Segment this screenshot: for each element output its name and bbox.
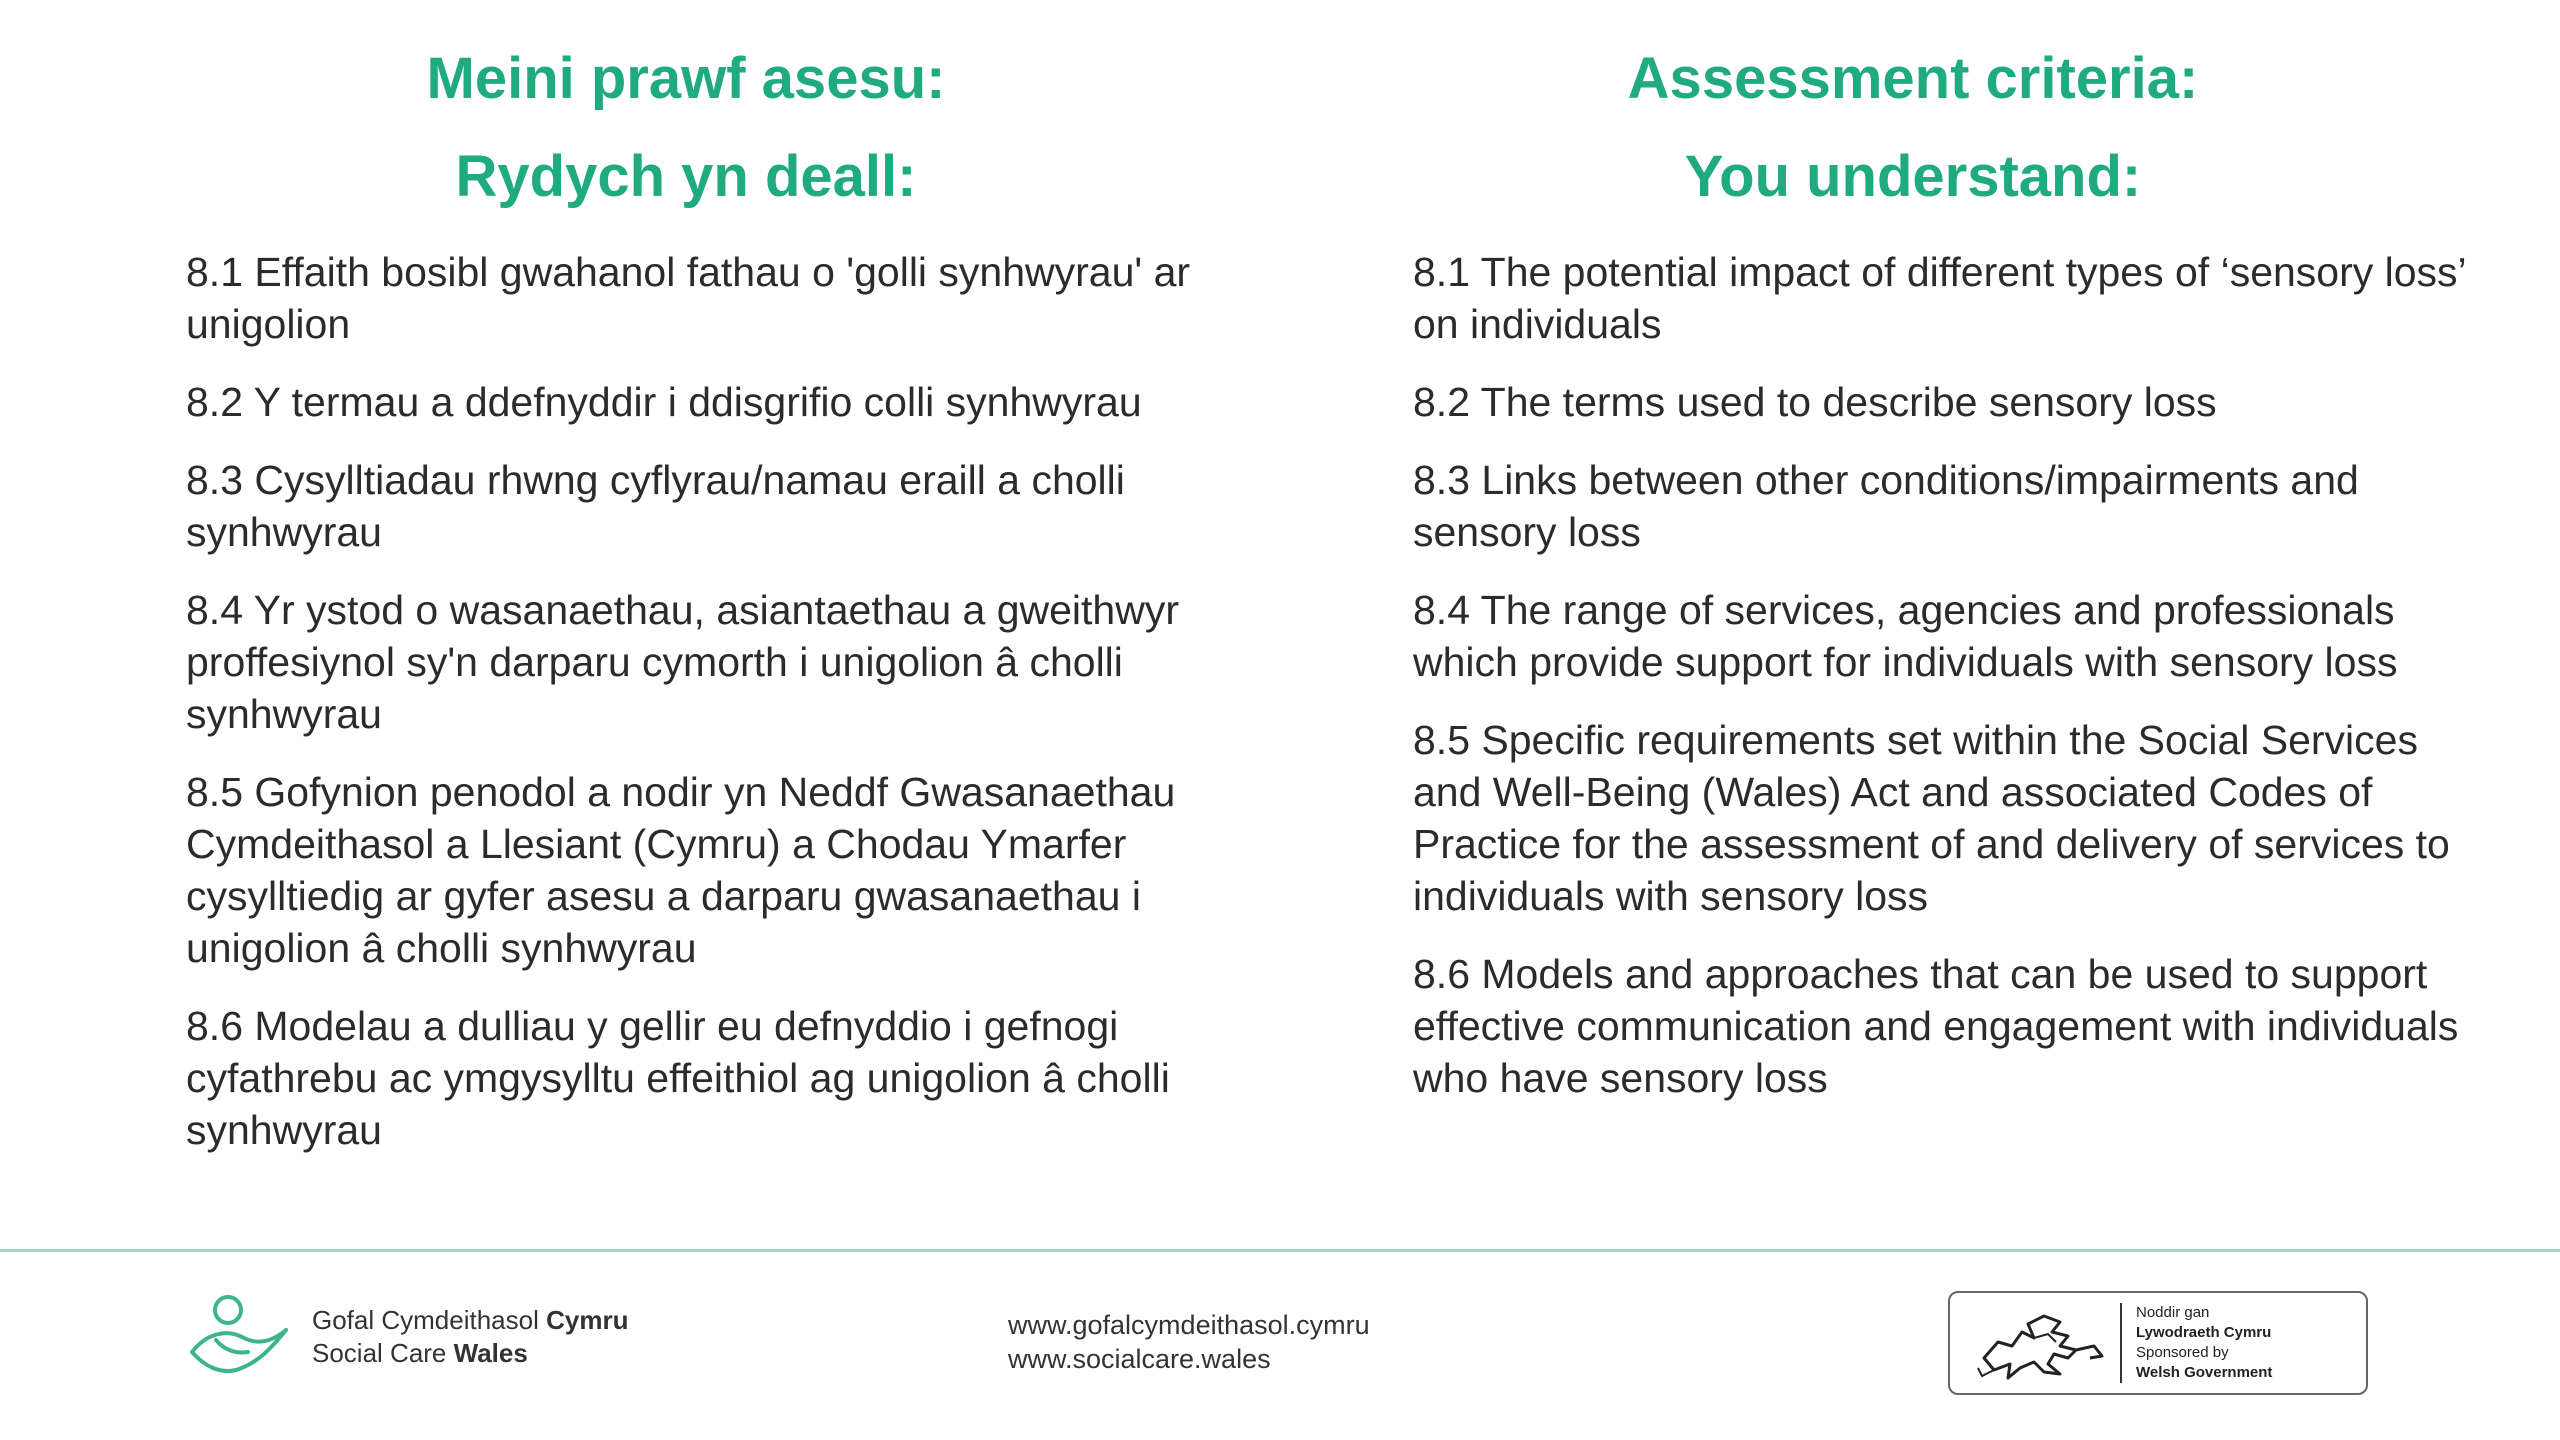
english-heading-2: You understand: [1684,144,2142,209]
footer-divider [0,1249,2560,1252]
english-criterion-8-1: 8.1 The potential impact of different types of ‘sensory loss’ on individuals [1413,249,2466,347]
logo-wordmark [312,1304,628,1370]
social-care-wales-logo [186,1292,706,1382]
english-column [1413,30,2473,1130]
welsh-criterion-8-4: 8.4 Yr ystod o wasanaethau, asiantaethau a gweithwyr proffesiynol sy'n darparu cymorth i unigolion â cholli synhwyrau [186,587,1179,737]
url-welsh: www.gofalcymdeithasol.cymru [1008,1310,1370,1340]
badge-divider [2120,1303,2122,1383]
english-criterion-8-2: 8.2 The terms used to describe sensory loss [1413,379,2217,425]
english-criterion-8-6: 8.6 Models and approaches that can be used to support effective communication and engagement with individuals who have sensory loss [1413,951,2459,1101]
english-criterion-8-4: 8.4 The range of services, agencies and professionals which provide support for individuals with sensory loss [1413,587,2398,685]
logo-line-english [312,1337,628,1370]
english-criteria-list [1413,246,2473,1104]
sponsor-welsh-label: Noddir gan [2136,1304,2210,1321]
logo-line-welsh [312,1304,628,1337]
welsh-criterion-8-1: 8.1 Effaith bosibl gwahanol fathau o 'golli synhwyrau' ar unigolion [186,249,1191,347]
welsh-criteria-list [186,246,1236,1156]
logo-welsh-regular: Gofal Cymdeithasol [312,1305,547,1335]
sponsor-text [2136,1303,2272,1383]
welsh-criterion-8-2: 8.2 Y termau a ddefnyddir i ddisgrifio colli synhwyrau [186,379,1142,425]
sponsor-welsh-name: Lywodraeth Cymru [2136,1324,2272,1341]
welsh-heading-2: Rydych yn deall: [455,144,917,209]
english-criterion-8-5: 8.5 Specific requirements set within the Social Services and Well-Being (Wales) Act and associated Codes of Practice for the assessment of and delivery of services to individuals with sensory loss [1413,717,2450,919]
english-heading-1: Assessment criteria: [1627,46,2199,111]
logo-english-regular: Social Care [312,1338,454,1368]
sponsor-english-label: Sponsored by [2136,1344,2229,1361]
welsh-dragon-icon [1964,1298,2114,1388]
welsh-criterion-8-5: 8.5 Gofynion penodol a nodir yn Neddf Gwasanaethau Cymdeithasol a Llesiant (Cymru) a Chodau Ymarfer cysylltiedig ar gyfer asesu a darparu gwasanaethau i unigolion â cholli synhwyrau [186,769,1176,971]
welsh-heading-1: Meini prawf asesu: [426,46,946,111]
welsh-government-sponsor-badge [1948,1291,2368,1395]
welsh-criterion-8-3: 8.3 Cysylltiadau rhwng cyflyrau/namau eraill a cholli synhwyrau [186,457,1125,555]
social-care-wales-logo-icon [186,1294,296,1380]
welsh-column [186,30,1236,1182]
english-criterion-8-3: 8.3 Links between other conditions/impairments and sensory loss [1413,457,2359,555]
footer-urls [1008,1308,1370,1376]
url-english: www.socialcare.wales [1008,1344,1271,1374]
logo-english-bold: Wales [453,1338,528,1368]
sponsor-english-name: Welsh Government [2136,1364,2273,1381]
logo-welsh-bold: Cymru [546,1305,629,1335]
welsh-criterion-8-6: 8.6 Modelau a dulliau y gellir eu defnyddio i gefnogi cyfathrebu ac ymgysylltu effeithiol ag unigolion â cholli synhwyrau [186,1003,1170,1153]
